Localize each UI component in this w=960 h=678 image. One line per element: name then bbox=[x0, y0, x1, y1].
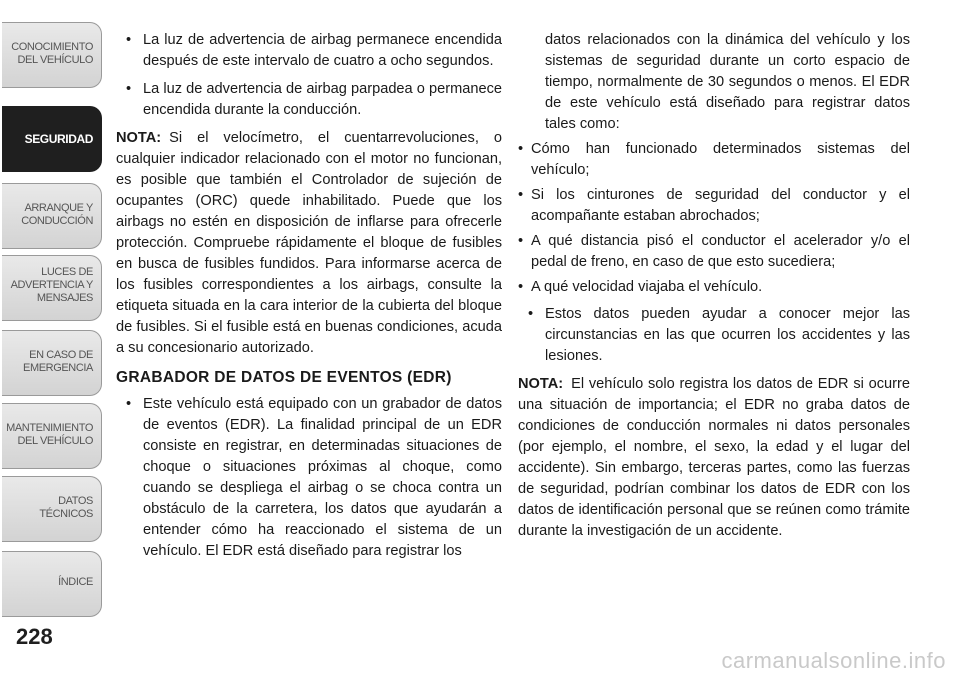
watermark: carmanualsonline.info bbox=[721, 648, 946, 673]
nota-paragraph-right bbox=[518, 374, 910, 542]
tab-indice[interactable]: ÍNDICE bbox=[2, 551, 102, 617]
list-item: • Si los cinturones de seguridad del conductor y el acompañante estaban abrochados; bbox=[518, 185, 910, 227]
tab-en-caso-de-emergencia[interactable]: EN CASO DE EMERGENCIA bbox=[2, 330, 102, 396]
bullet-airbag-light-flashes: • La luz de advertencia de airbag parpadea o permanece encendida durante la conducción. bbox=[116, 79, 502, 121]
nota-label: NOTA: bbox=[116, 130, 162, 146]
bullet-airbag-light-stays-on: • La luz de advertencia de airbag permanece encendida después de este intervalo de cuatro a ocho segundos. bbox=[116, 30, 502, 72]
tab-datos-tecnicos[interactable]: DATOS TÉCNICOS bbox=[2, 476, 102, 542]
tab-mantenimiento-del-vehiculo[interactable]: MANTENIMIENTO DEL VEHÍCULO bbox=[2, 403, 102, 469]
bullet-edr-intro: • Este vehículo está equipado con un grabador de datos de eventos (EDR). La finalidad principal de un EDR consiste en registrar, en determinadas situaciones de choque o situaciones próximas al choque, como cuando se despliega el airbag o se choca contra un obstáculo de la carretera, los datos que ayudarán a entender cómo ha reaccionado el sistema de un vehículo. El EDR está diseñado para registrar los bbox=[116, 394, 502, 562]
section-heading-edr: GRABADOR DE DATOS DE EVENTOS (EDR) bbox=[116, 369, 452, 386]
list-item: • A qué distancia pisó el conductor el acelerador y/o el pedal de freno, en caso de que esto sucediera; bbox=[518, 231, 910, 273]
chapter-sidebar bbox=[0, 0, 106, 678]
tab-conocimiento-del-vehiculo[interactable]: CONOCIMIENTO DEL VEHÍCULO bbox=[2, 22, 102, 88]
bullet-edr-purpose: • Estos datos pueden ayudar a conocer mejor las circunstancias en las que ocurren los accidentes y las lesiones. bbox=[518, 304, 910, 367]
tab-seguridad[interactable]: SEGURIDAD bbox=[2, 106, 102, 172]
edr-continuation: datos relacionados con la dinámica del vehículo y los sistemas de seguridad durante un corto espacio de tiempo, normalmente de 30 segundos o menos. El EDR de este vehículo está diseñado para registrar datos tales como: bbox=[545, 32, 910, 132]
nota-text: Si el velocímetro, el cuentarrevoluciones, o cualquier indicador relacionado con el motor no funcionan, es posible que también el Controlador de sujeción de ocupantes (ORC) quede inhabilitado. Puede que los airbags no estén en disposición de inflarse para ofrecerle protección. Compruebe rápidamente el bloque de fusibles en busca de fusibles fundidos. Para informarse acerca de los fusibles correspondientes a los airbags, consulte la etiqueta situada en la cara interior de la cubierta del bloque de fusibles. Si el fusible está en buenas condiciones, acuda a su concesionario autorizado. bbox=[116, 130, 502, 356]
list-item: • Cómo han funcionado determinados sistemas del vehículo; bbox=[518, 139, 910, 181]
nota-paragraph bbox=[116, 128, 502, 359]
tab-arranque-y-conduccion[interactable]: ARRANQUE Y CONDUCCIÓN bbox=[2, 183, 102, 249]
left-column bbox=[116, 30, 502, 569]
nota-label-right: NOTA: bbox=[518, 376, 564, 392]
right-column bbox=[518, 30, 910, 550]
list-item: • A qué velocidad viajaba el vehículo. bbox=[518, 277, 910, 298]
page-number: 228 bbox=[16, 624, 53, 649]
nota-text-right: El vehículo solo registra los datos de EDR si ocurre una situación de importancia; el EDR no graba datos de condiciones de conducción normales ni datos personales (por ejemplo, el nombre, el sexo, la edad y el lugar del accidente). Sin embargo, terceras partes, como las fuerzas de seguridad, podrían combinar los datos de EDR con los datos de identificación personal que se reúnen como trámite durante la investigación de un accidente. bbox=[518, 376, 910, 539]
tab-luces-de-advertencia[interactable]: LUCES DE ADVERTENCIA Y MENSAJES bbox=[2, 255, 102, 321]
